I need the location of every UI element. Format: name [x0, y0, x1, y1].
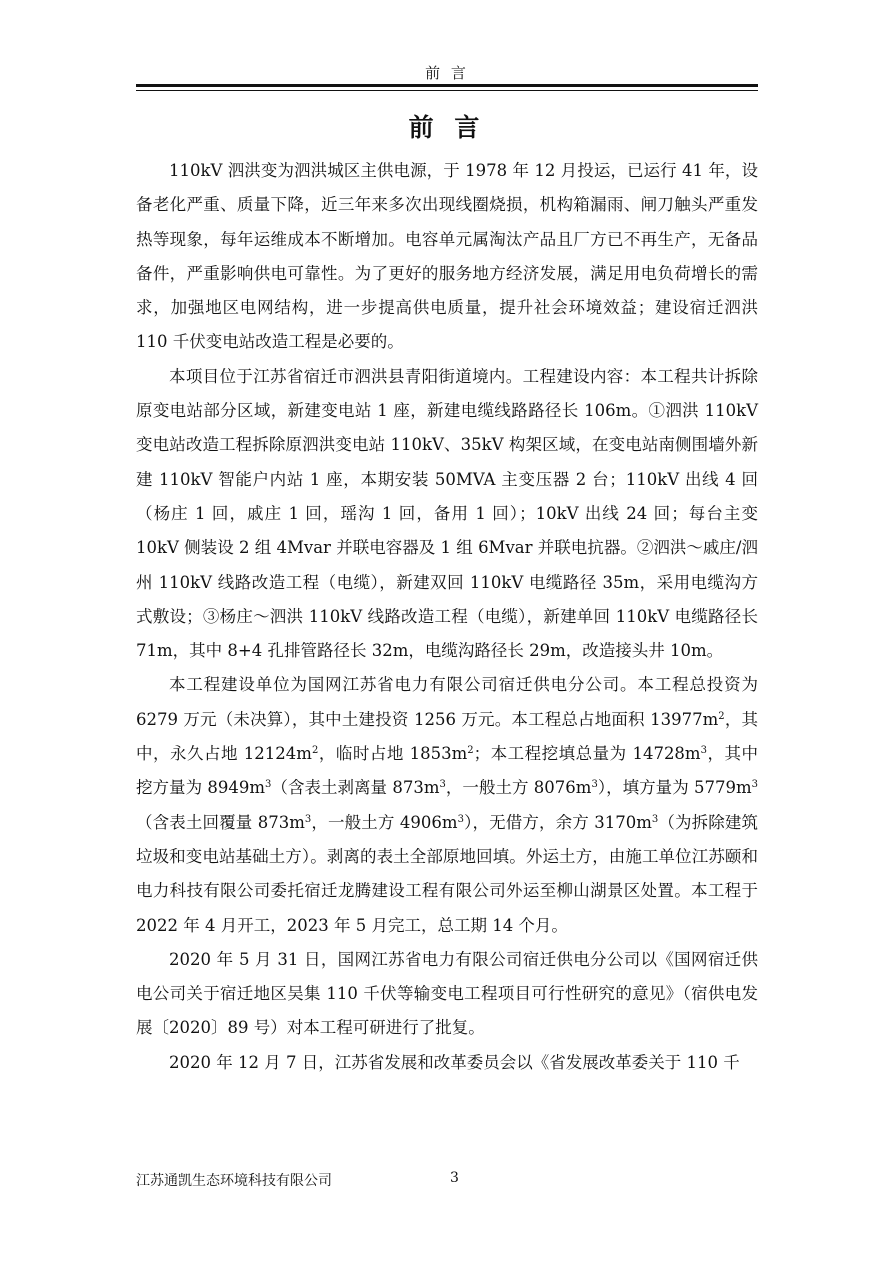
paragraph: [136, 1046, 758, 1080]
paragraph: [136, 668, 758, 942]
superscript: 3: [439, 779, 446, 791]
text-run: （为拆除建筑垃圾和变电站基础土方）。剥离的表土全部原地回填。外运土方，由施工单位江苏颐和电力科技有限公司委托宿迁龙腾建设工程有限公司外运至柳山湖景区处置。本工程于 2022 年 4 月开工，2023 年 5 月完工，总工期 14 个月。: [136, 812, 758, 935]
text-run: ；本工程挖填总量为 14728m: [473, 744, 701, 764]
running-header: 前 言: [425, 64, 469, 82]
superscript: 3: [651, 813, 659, 825]
text-run: ，一般土方 8076m: [445, 778, 592, 798]
text-run: ，其中挖方量为 8949m: [136, 744, 758, 798]
text-run: ，一般土方 4906m: [311, 812, 458, 832]
text-run: ，其中，永久占地 12124m: [136, 709, 758, 764]
text-run: 2020 年 5 月 31 日，国网江苏省电力有限公司宿迁供电分公司以《国网宿迁供电公司关于宿迁地区吴集 110 千伏等输变电工程项目可行性研究的意见》（宿供电发展〔2020〕89 号）对本工程可研进行了批复。: [136, 949, 758, 1038]
page-title: 前 言: [408, 113, 486, 142]
superscript: 3: [751, 779, 759, 791]
text-run: 本项目位于江苏省宿迁市泗洪县青阳街道境内。工程建设内容：本工程共计拆除原变电站部分区域，新建变电站 1 座，新建电缆线路路径长 106m。①泗洪 110kV 变电站改造工程拆除原泗洪变电站 110kV、35kV 构架区域，在变电站南侧围墙外新建 110kV 智能户内站 1 座，本期安装 50MVA 主变压器 2 台；110kV 出线 4 回（杨庄 1 回，戚庄 1 回，瑶沟 1 回，备用 1 回）；10kV 出线 24 回；每台主变 10kV 侧装设 2 组 4Mvar 并联电容器及 1 组 6Mvar 并联电抗器。②泗洪～戚庄/泗州 110kV 线路改造工程（电缆），新建双回 110kV 电缆路径 35m，采用电缆沟方式敷设；③杨庄～泗洪 110kV 线路改造工程（电缆），新建单回 110kV 电缆路径长 71m，其中 8+4 孔排管路径长 32m，电缆沟路径长 29m，改造接头井 10m。: [136, 366, 758, 661]
text-run: （含表土回覆量 873m: [136, 812, 305, 832]
paragraph: [136, 360, 758, 669]
superscript: 2: [311, 745, 319, 757]
superscript: 3: [457, 813, 464, 825]
superscript: 3: [591, 779, 598, 791]
body-text: [136, 154, 758, 1080]
text-run: ），填方量为 5779m: [597, 778, 752, 798]
superscript: 3: [304, 813, 312, 825]
text-run: 本工程建设单位为国网江苏省电力有限公司宿迁供电分公司。本工程总投资为 6279 万元（未决算），其中土建投资 1256 万元。本工程总占地面积 13977m: [136, 675, 758, 729]
paragraph: [136, 943, 758, 1046]
text-run: ），无借方，余方 3170m: [463, 812, 652, 832]
text-run: ，临时占地 1853m: [318, 744, 468, 764]
paragraph: [136, 154, 758, 360]
superscript: 2: [467, 745, 474, 757]
superscript: 2: [718, 710, 725, 722]
superscript: 3: [265, 779, 272, 791]
text-run: 110kV 泗洪变为泗洪城区主供电源，于 1978 年 12 月投运，已运行 41 年，设备老化严重、质量下降，近三年来多次出现线圈烧损，机构箱漏雨、闸刀触头严重发热等现象，每年运维成本不断增加。电容单元属淘汰产品且厂方已不再生产，无备品备件，严重影响供电可靠性。为了更好的服务地方经济发展，满足用电负荷增长的需求，加强地区电网结构，进一步提高供电质量，提升社会环境效益；建设宿迁泗洪 110 千伏变电站改造工程是必要的。: [136, 161, 758, 352]
header-rule-thick: [136, 84, 758, 87]
superscript: 3: [700, 745, 707, 757]
text-run: 2020 年 12 月 7 日，江苏省发展和改革委员会以《省发展改革委关于 110 千: [169, 1052, 740, 1072]
header-rule-thin: [136, 90, 758, 91]
page-number: 3: [450, 1170, 459, 1186]
footer-company: 江苏通凯生态环境科技有限公司: [136, 1173, 332, 1189]
text-run: （含表土剥离量 873m: [271, 778, 440, 798]
